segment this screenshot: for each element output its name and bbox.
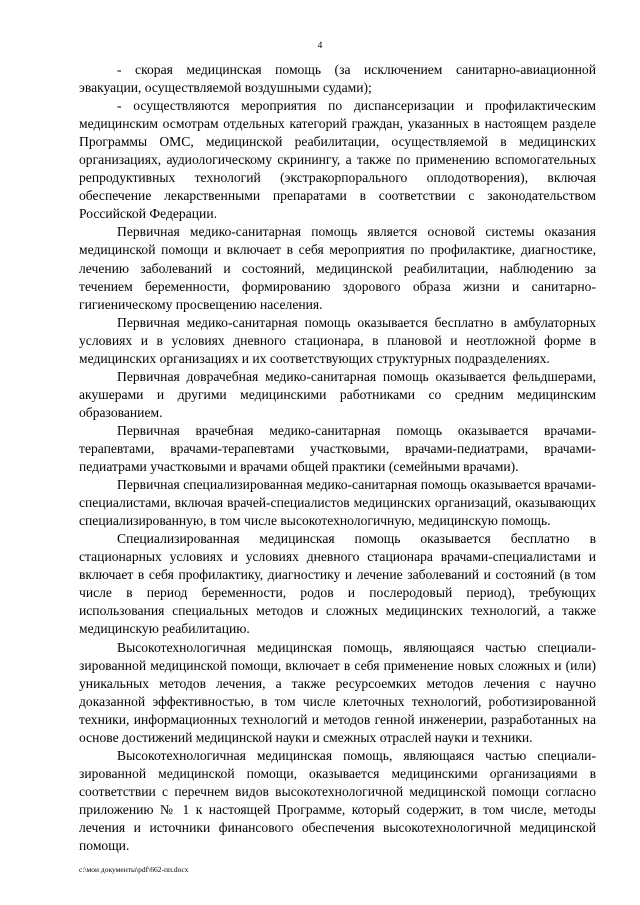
- paragraph-specialized-primary-care: Первичная специализированная медико-санитарная помощь оказывается врачами-специалистами, включая врачей-специалистов медицинских организаций, оказывающих специализированную, в том числе высокотехнологичную, медицинскую помощь.: [79, 477, 596, 529]
- paragraph-specialized-care: Специализированная медицинская помощь оказывается бесплатно в стационарных условиях и условиях дневного стационара врачами-специалистами и включает в себя профилактику, диагностику и лечение заболеваний и состояний (в том числе в период беременности, родов и послеродовый период), требующих использования специальных методов и сложных медицинских технологий, а также медицинскую реабилитацию.: [79, 531, 596, 637]
- paragraph-primary-care-basis: Первичная медико-санитарная помощь является основой системы оказания медицинской помощи и включает в себя мероприятия по профилактике, диагностике, лечению заболеваний и состояний, медицинской реабилитации, наблюдению за течением беременности, формированию здорового образа жизни и санитарно-гигиеническому просвещению населения.: [79, 224, 596, 312]
- paragraph-high-tech-care: Высокотехнологичная медицинская помощь, являющаяся частью специализированной медицинской помощи, включает в себя применение новых сложных и (или) уникальных методов лечения, а также ресурсоемких методов лечения с научно доказанной эффективностью, в том числе клеточных технологий, роботизированной техники, информационных технологий и методов генной инженерии, разработанных на основе достижений медицинской науки и смежных отраслей науки и техники.: [79, 639, 596, 745]
- paragraph-doctor-care: Первичная врачебная медико-санитарная помощь оказывается врачами-терапевтами, врачами-терапевтами участковыми, врачами-педиатрами, врачами-педиатрами участковыми и врачами общей практики (семейными врачами).: [79, 422, 596, 475]
- page-number: 4: [317, 40, 323, 50]
- paragraph-pre-doctor-care: Первичная доврачебная медико-санитарная помощь оказывается фельдшерами, акушерами и другими медицинскими работниками со средним медицинским образованием.: [79, 368, 596, 420]
- paragraph-emergency-care: - скорая медицинская помощь (за исключением санитарно-авиационной эвакуации, осуществляемой воздушными судами);: [79, 62, 596, 96]
- document-body: [79, 61, 596, 855]
- paragraph-dispensary-measures: - осуществляются мероприятия по диспансеризации и профилактическим медицинским осмотрам отдельных категорий граждан, указанных в настоящем разделе Программы ОМС, медицинской реабилитации, осуществляемой в медицинских организациях, аудиологическому скринингу, а также по применению вспомогательных репродуктивных технологий (экстракорпорального оплодотворения), включая обеспечение лекарственными препаратами в соответствии с законодательством Российской Федерации.: [79, 98, 596, 222]
- footer-file-path: c:\мои документы\pdf\662-пп.docx: [79, 865, 189, 874]
- paragraph-primary-care-free: Первичная медико-санитарная помощь оказывается бесплатно в амбулаторных условиях и в условиях дневного стационара, в плановой и неотложной форме в медицинских организациях и их соответствующих структурных подразделениях.: [79, 314, 596, 366]
- paragraph-high-tech-care-provision: Высокотехнологичная медицинская помощь, являющаяся частью специализированной медицинской помощи, оказывается медицинскими организациями в соответствии с перечнем видов высокотехнологичной медицинской помощи согласно приложению № 1 к настоящей Программе, который содержит, в том числе, методы лечения и источники финансового обеспечения высокотехнологичной медицинской помощи.: [79, 747, 596, 854]
